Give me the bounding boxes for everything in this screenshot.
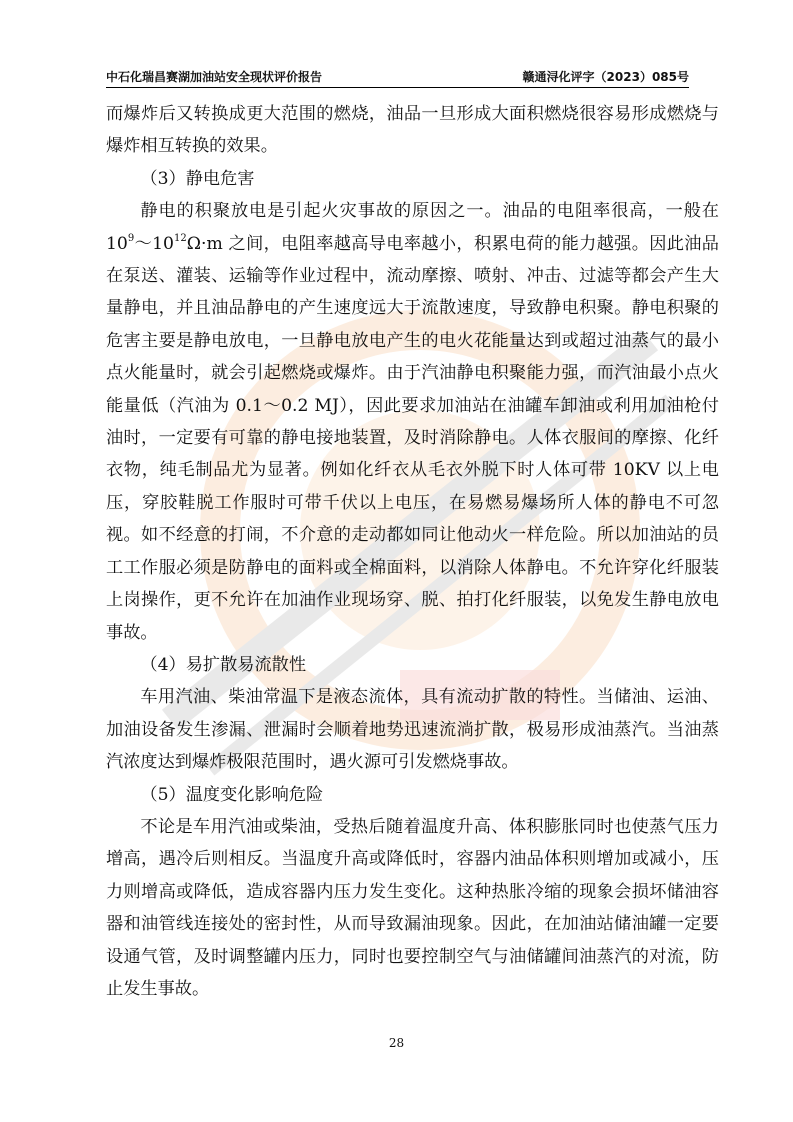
paragraph-diffusion: 车用汽油、柴油常温下是液态流体，具有流动扩散的特性。当储油、运油、加油设备发生渗漏、泄漏时会顺着地势迅速流淌扩散，极易形成油蒸汽。当油蒸汽浓度达到爆炸极限范围时，遇火源可引发燃烧事故。 xyxy=(106,687,719,773)
body-text xyxy=(106,98,719,1005)
section-heading-temperature: （5）温度变化影响危险 xyxy=(140,784,324,805)
page-header xyxy=(106,66,689,88)
paragraph-static-electricity: 静电的积聚放电是引起火灾事故的原因之一。油品的电阻率很高，一般在 $10^9\sim 10^{12}\Omega\cdot m$ 之间，电阻率越高导电率越小，积累电荷的能力越强。因此油品在泵送、灌装、运输等作业过程中，流动摩擦、喷射、冲击、过滤等都会产生大量静电，并且油品静电的产生速度远大于流散速度，导致静电积聚。静电积聚的危害主要是静电放电，一旦静电放电产生的电火花能量达到或超过油蒸气的最小点火能量时，就会引起燃烧或爆炸。由于汽油静电积聚能力强，而汽油最小点火能量低（汽油为 0.1～0.2 MJ），因此要求加油站在油罐车卸油或利用加油枪付油时，一定要有可靠的静电接地装置，及时消除静电。人体衣服间的摩擦、化纤衣物，纯毛制品尤为显著。例如化纤衣从毛衣外脱下时人体可带 10KV 以上电压，穿胶鞋脱工作服时可带千伏以上电压，在易燃易爆场所人体的静电不可忽视。如不经意的打闹，不介意的走动都如同让他动火一样危险。所以加油站的员工工作服必须是防静电的面料或全棉面料，以消除人体静电。不允许穿化纤服装上岗操作，更不允许在加油作业现场穿、脱、拍打化纤服装，以免发生静电放电事故。 xyxy=(106,201,719,643)
section-heading-diffusion: （4）易扩散易流散性 xyxy=(140,654,307,675)
header-report-title: 中石化瑞昌赛湖加油站安全现状评价报告 xyxy=(106,70,323,84)
page-number: 28 xyxy=(388,1036,405,1050)
header-document-number: 赣通浔化评字（2023）085号 xyxy=(522,70,689,84)
paragraph-temperature: 不论是车用汽油或柴油，受热后随着温度升高、体积膨胀同时也使蒸气压力增高，遇冷后则相反。当温度升高或降低时，容器内油品体积则增加或减小，压力则增高或降低，造成容器内压力发生变化。这种热胀冷缩的现象会损坏储油容器和油管线连接处的密封性，从而导致漏油现象。因此，在加油站储油罐一定要设通气管，及时调整罐内压力，同时也要控制空气与油储罐间油蒸汽的对流，防止发生事故。 xyxy=(106,816,719,999)
paragraph-continued: 而爆炸后又转换成更大范围的燃烧，油品一旦形成大面积燃烧很容易形成燃烧与爆炸相互转换的效果。 xyxy=(106,104,719,157)
section-heading-static-electricity: （3）静电危害 xyxy=(140,168,255,189)
